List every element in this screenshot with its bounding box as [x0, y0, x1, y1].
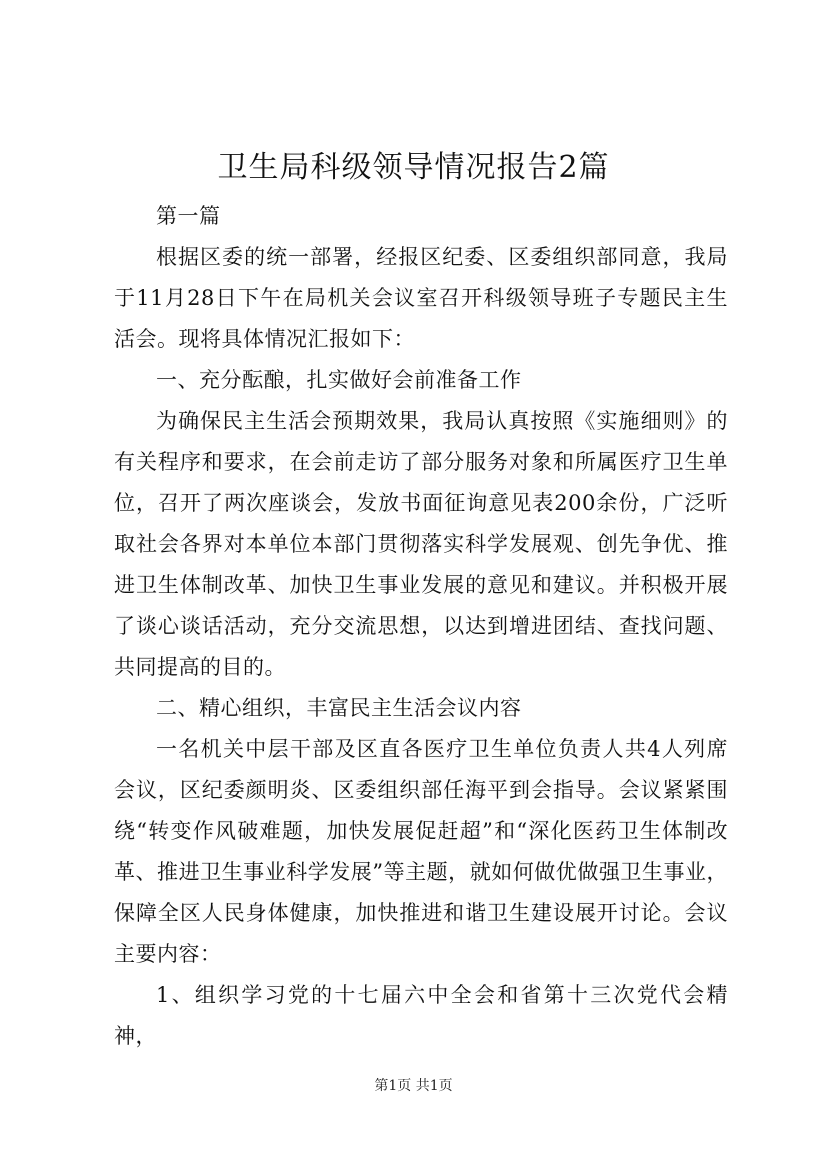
document-title: 卫生局科级领导情况报告2篇 — [217, 150, 610, 185]
meeting-paragraph: 一名机关中层干部及区直各医疗卫生单位负责人共4人列席会议，区纪委颜明炎、区委组织部任海平到会指导。会议紧紧围绕“转变作风破难题，加快发展促赶超”和“深化医药卫生体制改革、推进卫生事业科学发展”等主题，就如何做优做强卫生事业，保障全区人民身体健康，加快推进和谐卫生建设展开讨论。会议主要内容： — [114, 737, 728, 966]
list-item-1: 1、组织学习党的十七届六中全会和省第十三次党代会精神， — [114, 983, 728, 1048]
document-body — [114, 196, 728, 1057]
page-footer: 第1页 共1页 — [374, 1078, 453, 1094]
intro-paragraph: 根据区委的统一部署，经报区纪委、区委组织部同意，我局于11月28日下午在局机关会议室召开科级领导班子专题民主生活会。现将具体情况汇报如下： — [114, 245, 728, 351]
section-heading-two: 二、精心组织，丰富民主生活会议内容 — [156, 696, 522, 720]
section-heading-one: 一、充分酝酿，扎实做好会前准备工作 — [156, 368, 522, 392]
section-heading-first: 第一篇 — [156, 204, 221, 228]
preparation-paragraph: 为确保民主生活会预期效果，我局认真按照《实施细则》的有关程序和要求，在会前走访了部分服务对象和所属医疗卫生单位，召开了两次座谈会，发放书面征询意见表200余份，广泛听取社会各界对本单位本部门贯彻落实科学发展观、创先争优、推进卫生体制改革、加快卫生事业发展的意见和建议。并积极开展了谈心谈话活动，充分交流思想，以达到增进团结、查找问题、共同提高的目的。 — [114, 409, 728, 679]
